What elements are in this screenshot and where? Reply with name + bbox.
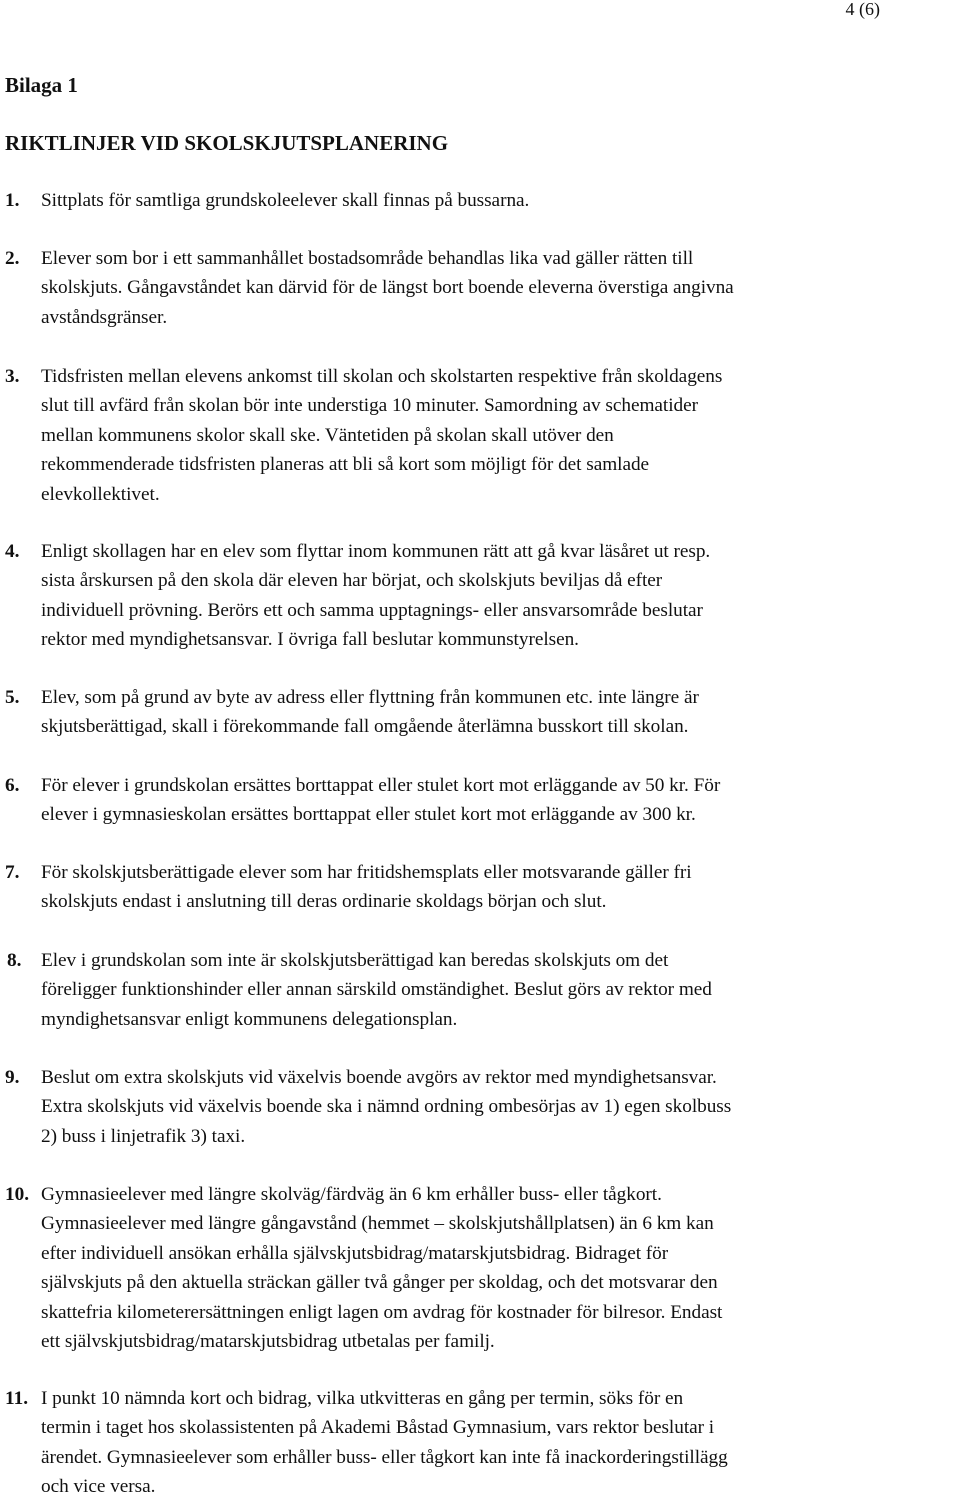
item-text — [41, 244, 960, 332]
text-line: termin i taget hos skolassistenten på Akademi Båstad Gymnasium, vars rektor beslutar i — [41, 1417, 715, 1439]
item-text — [41, 946, 960, 1034]
text-line: Elever som bor i ett sammanhållet bostadsområde behandlas lika vad gäller rätten till — [41, 248, 694, 269]
document-title: RIKTLINJER VID SKOLSKJUTSPLANERING — [5, 131, 449, 155]
item-text — [41, 771, 960, 830]
item-number: 11. — [5, 1388, 29, 1409]
text-line: skjutsberättigad, skall i förekommande fall omgående återlämna busskort till skolan. — [41, 716, 689, 738]
text-line: skolskjuts endast i anslutning till deras ordinarie skoldags början och slut. — [41, 891, 607, 913]
text-line: Beslut om extra skolskjuts vid växelvis boende avgörs av rektor med myndighetsansvar. — [41, 1067, 717, 1088]
item-number: 6. — [5, 775, 20, 796]
appendix-label: Bilaga 1 — [5, 73, 78, 97]
text-line: föreligger funktionshinder eller annan särskild omständighet. Beslut görs av rektor med — [41, 979, 712, 1001]
text-line: individuell prövning. Berörs ett och samma upptagnings- eller ansvarsområde beslutar — [41, 599, 703, 621]
item-number: 7. — [5, 862, 20, 883]
page-number: 4 (6) — [845, 0, 880, 19]
text-line: För skolskjutsberättigade elever som har fritidshemsplats eller motsvarande gäller fri — [41, 862, 692, 883]
text-line: rekommenderade tidsfristen planeras att bli så kort som möjligt för det samlade — [41, 454, 650, 476]
item-number: 10. — [5, 1184, 30, 1205]
text-line: mellan kommunens skolor skall ske. Väntetiden på skolan skall utöver den — [41, 424, 614, 446]
text-line: elever i gymnasieskolan ersättes borttappat eller stulet kort mot erläggande av 300 kr. — [41, 804, 696, 826]
item-number: 9. — [5, 1067, 20, 1088]
text-line: För elever i grundskolan ersättes borttappat eller stulet kort mot erläggande av 50 kr. För — [41, 775, 721, 796]
item-text — [41, 537, 960, 655]
item-text — [41, 1384, 960, 1502]
text-line: ett självskjutsbidrag/matarskjutsbidrag utbetalas per familj. — [41, 1331, 495, 1353]
text-line: I punkt 10 nämnda kort och bidrag, vilka utkvitteras en gång per termin, söks för en — [41, 1388, 684, 1409]
item-number: 8. — [7, 950, 22, 971]
text-line: ärendet. Gymnasieelever som erhåller buss- eller tågkort kan inte få inackorderingstillägg — [41, 1446, 728, 1468]
text-line: Sittplats för samtliga grundskoleelever skall finnas på bussarna. — [41, 190, 530, 211]
text-line: Elev, som på grund av byte av adress eller flyttning från kommunen etc. inte längre är — [41, 687, 699, 708]
text-line: självskjuts på den aktuella sträckan gäller två gånger per skoldag, och det motsvarar den — [41, 1272, 718, 1294]
text-line: Enligt skollagen har en elev som flyttar inom kommunen rätt att gå kvar läsåret ut resp. — [41, 541, 711, 562]
text-line: elevkollektivet. — [41, 483, 160, 505]
item-text — [41, 858, 960, 917]
text-line: myndighetsansvar enligt kommunens delegationsplan. — [41, 1008, 458, 1030]
item-text — [41, 362, 960, 509]
text-line: avståndsgränser. — [41, 306, 168, 328]
text-line: 2) buss i linjetrafik 3) taxi. — [41, 1125, 246, 1147]
text-line: Elev i grundskolan som inte är skolskjutsberättigad kan beredas skolskjuts om det — [41, 950, 669, 971]
text-line: efter individuell ansökan erhålla självskjutsbidrag/matarskjutsbidrag. Bidraget för — [41, 1242, 669, 1264]
item-number: 3. — [5, 366, 20, 387]
text-line: slut till avfärd från skolan bör inte understiga 10 minuter. Samordning av schematider — [41, 395, 698, 417]
item-number: 2. — [5, 248, 20, 269]
text-line: skolskjuts. Gångavståndet kan därvid för de längst bort boende eleverna överstiga angivna — [41, 277, 734, 299]
text-line: och vice versa. — [41, 1476, 156, 1498]
item-text — [41, 186, 960, 215]
text-line: skattefria kilometerersättningen enligt lagen om avdrag för kostnader för bilresor. Endast — [41, 1301, 723, 1323]
text-line: Tidsfristen mellan elevens ankomst till skolan och skolstarten respektive från skoldagens — [41, 366, 723, 387]
item-text — [41, 683, 960, 742]
item-number: 1. — [5, 190, 20, 211]
text-line: Gymnasieelever med längre skolväg/färdväg än 6 km erhåller buss- eller tågkort. — [41, 1184, 662, 1205]
item-text — [41, 1063, 960, 1151]
text-line: Extra skolskjuts vid växelvis boende ska i nämnd ordning ombesörjas av 1) egen skolbuss — [41, 1096, 732, 1118]
item-number: 4. — [5, 541, 20, 562]
item-number: 5. — [5, 687, 20, 708]
text-line: Gymnasieelever med längre gångavstånd (hemmet – skolskjutshållplatsen) än 6 km kan — [41, 1213, 714, 1235]
item-text — [41, 1180, 960, 1356]
text-line: sista årskursen på den skola där eleven har börjat, och skolskjuts beviljas då efter — [41, 570, 663, 592]
text-line: rektor med myndighetsansvar. I övriga fall beslutar kommunstyrelsen. — [41, 629, 579, 651]
